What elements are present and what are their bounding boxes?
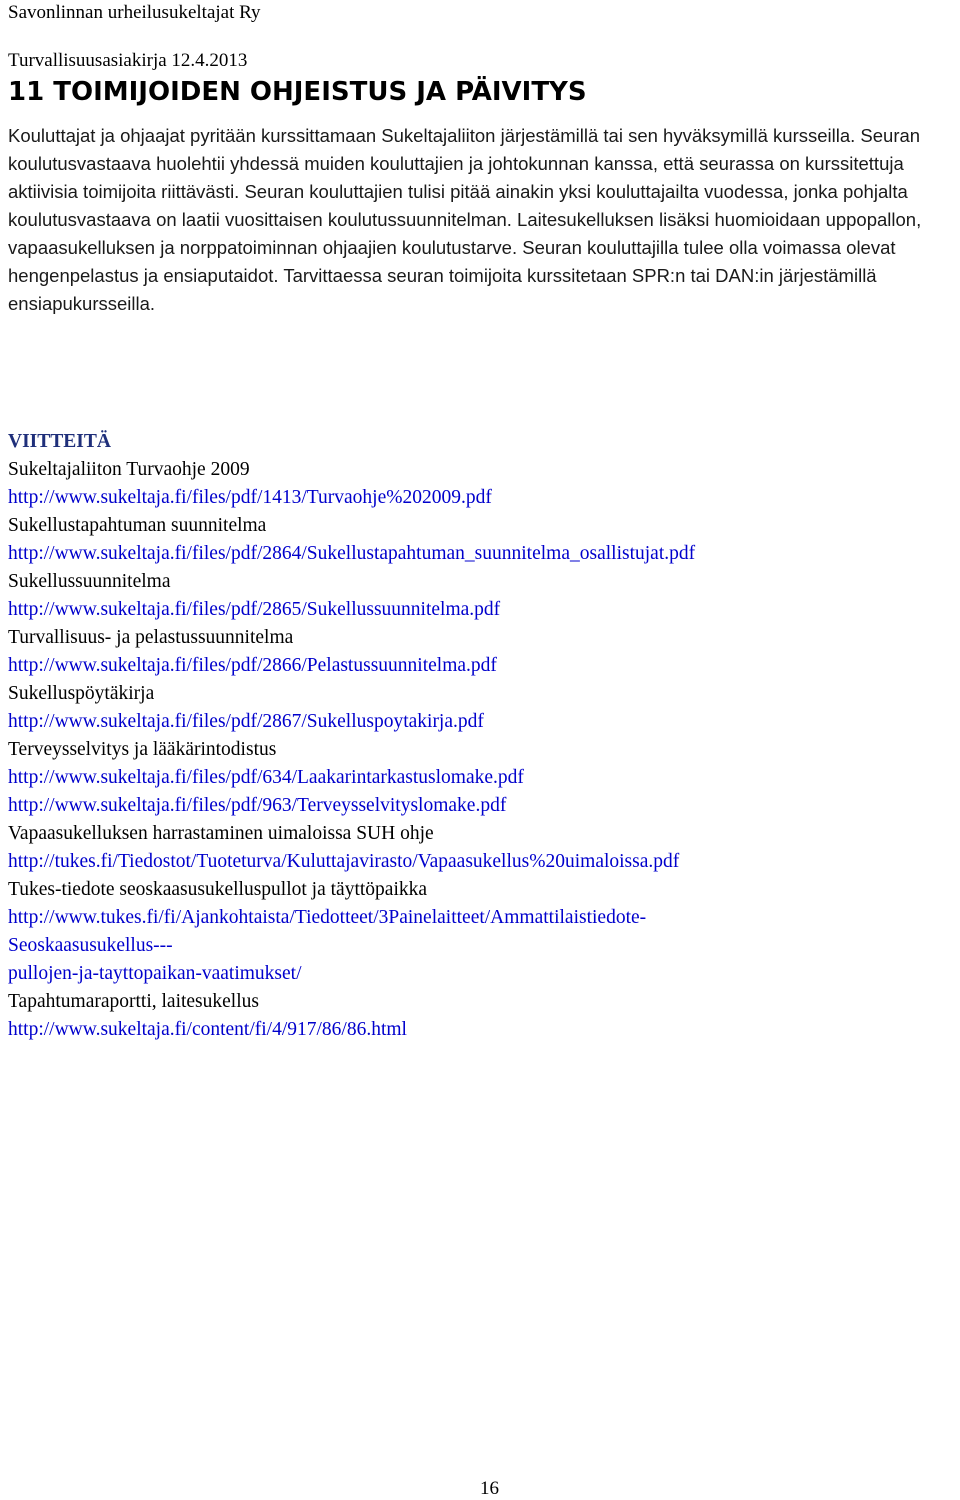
reference-title: Tapahtumaraportti, laitesukellus [8, 991, 259, 1012]
section-paragraph: Kouluttajat ja ohjaajat pyritään kurssittamaan Sukeltajaliiton järjestämillä tai sen hyväksymillä kursseilla. Seuran koulutusvastaava huolehtii yhdessä muiden kouluttajien ja johtokunnan kanssa, että seurassa on kurssitettuja aktiivisia toimijoita riittävästi. Seuran kouluttajien tulisi pitää ainakin yksi kouluttajailta vuodessa, jonka pohjalta koulutusvastaava on laatii vuosittaisen koulutussuunnitelman. Laitesukelluksen lisäksi huomioidaan uppopallon, vapaasukelluksen ja norppatoiminnan ohjaajien koulutustarve. Seuran kouluttajilla tulee olla voimassa olevat hengenpelastus ja ensiaputaidot. Tarvittaessa seuran toimijoita kurssitetaan SPR:n tai DAN:in järjestämillä ensiapukursseilla. [8, 125, 922, 314]
reference-title: Tukes-tiedote seoskaasusukelluspullot ja täyttöpaikka [8, 879, 428, 900]
document-title: Turvallisuusasiakirja 12.4.2013 [8, 50, 248, 71]
reference-title: Sukellussuunnitelma [8, 571, 171, 592]
reference-link[interactable]: http://tukes.fi/Tiedostot/Tuoteturva/Kuluttajavirasto/Vapaasukellus%20uimaloissa.pdf [8, 851, 680, 872]
reference-link[interactable]: pullojen-ja-tayttopaikan-vaatimukset/ [8, 963, 302, 984]
reference-title: Sukellustapahtuman suunnitelma [8, 515, 267, 536]
reference-link[interactable]: http://www.sukeltaja.fi/files/pdf/1413/Turvaohje%202009.pdf [8, 487, 492, 508]
reference-link[interactable]: http://www.sukeltaja.fi/files/pdf/2864/Sukellustapahtuman_suunnitelma_osallistujat.pdf [8, 543, 696, 564]
references-heading: VIITTEITÄ [8, 431, 111, 452]
page-number: 16 [480, 1478, 499, 1499]
references-section [8, 428, 954, 1044]
reference-title: Terveysselvitys ja lääkärintodistus [8, 739, 277, 760]
reference-link[interactable]: http://www.tukes.fi/fi/Ajankohtaista/Tiedotteet/3Painelaitteet/Ammattilaistiedote- [8, 907, 647, 928]
organization-name: Savonlinnan urheilusukeltajat Ry [8, 2, 261, 23]
reference-link[interactable]: http://www.sukeltaja.fi/content/fi/4/917/86/86.html [8, 1019, 407, 1040]
section-heading: 11 TOIMIJOIDEN OHJEISTUS JA PÄIVITYS [8, 77, 587, 107]
reference-link[interactable]: Seoskaasusukellus--- [8, 935, 173, 956]
reference-link[interactable]: http://www.sukeltaja.fi/files/pdf/963/Terveysselvityslomake.pdf [8, 795, 507, 816]
reference-link[interactable]: http://www.sukeltaja.fi/files/pdf/2867/Sukelluspoytakirja.pdf [8, 711, 484, 732]
references-list [8, 456, 954, 1044]
reference-link[interactable]: http://www.sukeltaja.fi/files/pdf/2866/Pelastussuunnitelma.pdf [8, 655, 497, 676]
reference-title: Vapaasukelluksen harrastaminen uimaloissa SUH ohje [8, 823, 434, 844]
reference-link[interactable]: http://www.sukeltaja.fi/files/pdf/634/Laakarintarkastuslomake.pdf [8, 767, 524, 788]
reference-link[interactable]: http://www.sukeltaja.fi/files/pdf/2865/Sukellussuunnitelma.pdf [8, 599, 501, 620]
reference-title: Sukeltajaliiton Turvaohje 2009 [8, 459, 250, 480]
reference-title: Sukelluspöytäkirja [8, 683, 155, 704]
reference-title: Turvallisuus- ja pelastussuunnitelma [8, 627, 294, 648]
